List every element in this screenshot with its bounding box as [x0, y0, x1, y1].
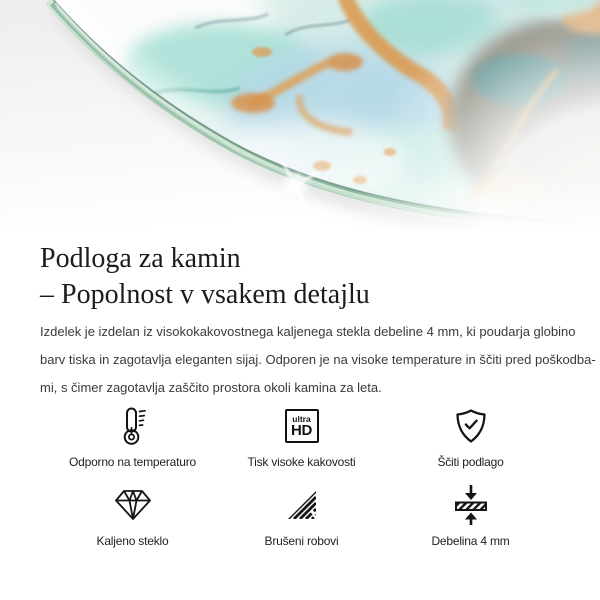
- ultra-hd-text-top: ultra: [292, 413, 311, 424]
- feature-tempered-glass: [48, 483, 217, 548]
- glass-panel-image: [0, 0, 600, 230]
- product-photo: [0, 0, 600, 230]
- feature-beveled-edges: [217, 483, 386, 548]
- thickness-icon: [454, 483, 488, 527]
- feature-grid: [48, 404, 572, 548]
- feature-label: Odporno na temperaturo: [68, 455, 196, 469]
- page-title: [40, 241, 572, 313]
- feature-label: Kaljeno steklo: [96, 534, 169, 548]
- product-info-section: [0, 241, 600, 548]
- feature-protection: [386, 404, 555, 469]
- shield-check-icon: [455, 404, 487, 448]
- feature-print-quality: [217, 404, 386, 469]
- ultra-hd-text-bottom: HD: [290, 421, 313, 439]
- photo-fade-overlay: [0, 0, 600, 230]
- feature-label: Ščiti podlago: [437, 455, 504, 469]
- product-description: [40, 318, 596, 402]
- description-line: mi, s čimer zagotavlja zaščito prostora okoli kamina za leta.: [40, 380, 382, 395]
- description-line: barv tiska in zagotavlja eleganten sijaj. Odporen je na visoke temperature in ščiti pred poškodba-: [40, 352, 596, 367]
- heading-line-1: Podloga za kamin: [40, 243, 241, 274]
- beveled-edges-icon: [286, 483, 318, 527]
- heading-line-2: – Popolnost v vsakem detajlu: [40, 279, 370, 310]
- thermometer-icon: [119, 404, 147, 448]
- feature-temperature: [48, 404, 217, 469]
- ultra-hd-icon: [285, 404, 319, 448]
- feature-label: Tisk visoke kakovosti: [247, 455, 356, 469]
- feature-thickness: [386, 483, 555, 548]
- description-line: Izdelek je izdelan iz visokokakovostnega kaljenega stekla debeline 4 mm, ki poudarja globino: [40, 324, 576, 339]
- diamond-icon: [114, 483, 152, 527]
- feature-label: Debelina 4 mm: [431, 534, 510, 548]
- feature-label: Brušeni robovi: [264, 534, 339, 548]
